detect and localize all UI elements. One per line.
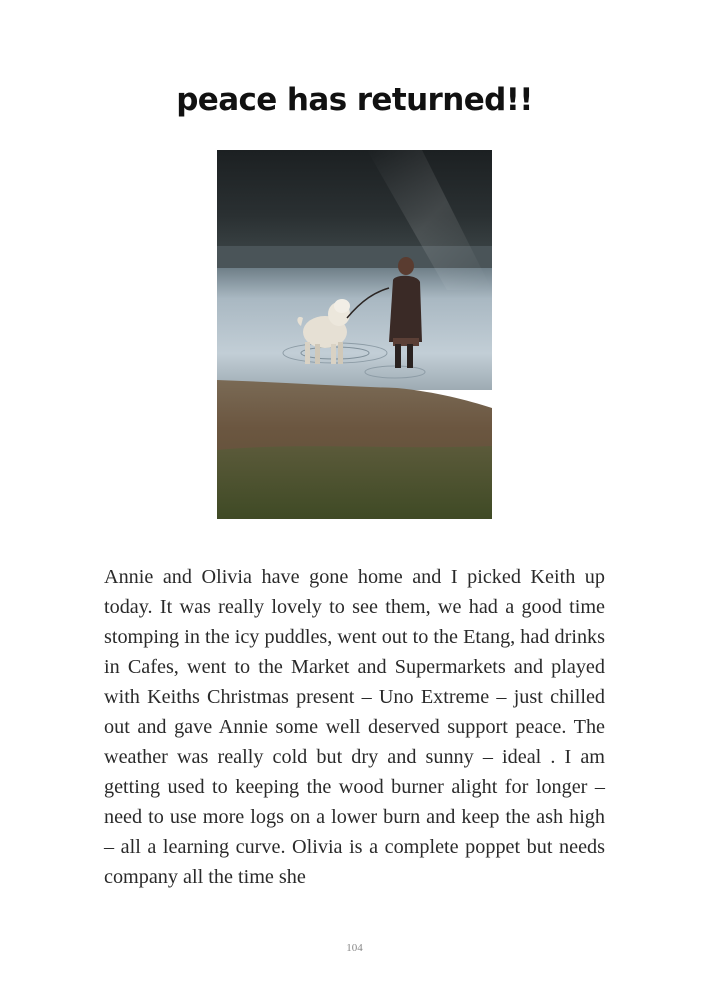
page-title: peace has returned!! (176, 82, 533, 118)
photo-child-with-dog-at-lake (217, 150, 492, 519)
body-paragraph: Annie and Olivia have gone home and I picked Keith up today. It was really lovely to see them, we had a good time stomping in the icy puddles, went out to the Etang, had drinks in Cafes, went to the Market and Supermarkets and played with Keiths Christmas present – Uno Extreme – just chilled out and gave Annie some well deserved support peace. The weather was really cold but dry and sunny – ideal . I am getting used to keeping the wood burner alight for longer – need to use more logs on a lower burn and keep the ash high – all a learning curve. Olivia is a complete poppet but needs company all the time she (104, 566, 605, 888)
page-number: 104 (346, 942, 363, 954)
